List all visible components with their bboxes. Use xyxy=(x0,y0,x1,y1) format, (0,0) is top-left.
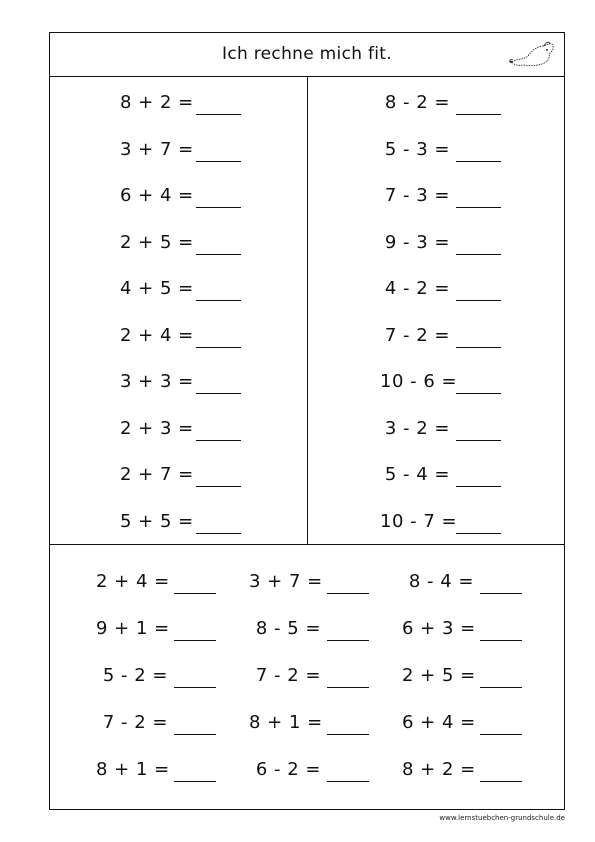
equation-row xyxy=(120,418,241,465)
answer-blank[interactable] xyxy=(456,371,501,394)
equation-text: 5 - 4 = xyxy=(384,464,450,485)
equation-row xyxy=(120,325,241,372)
answer-blank[interactable] xyxy=(196,464,241,487)
answer-blank[interactable] xyxy=(174,618,216,641)
equation-cell xyxy=(402,618,555,665)
equation-cell xyxy=(249,712,402,759)
equation-text: 7 - 2 = xyxy=(384,324,450,346)
equation-text: 2 + 7 = xyxy=(120,464,194,485)
answer-blank[interactable] xyxy=(456,92,501,115)
equation-row xyxy=(380,92,501,139)
equation-text: 5 + 5 = xyxy=(120,510,194,532)
equation-text: 8 + 1 = xyxy=(96,759,170,780)
equation-text: 8 - 4 = xyxy=(408,571,474,592)
answer-blank[interactable] xyxy=(456,185,501,208)
answer-blank[interactable] xyxy=(456,325,501,348)
equation-text: 9 + 1 = xyxy=(96,618,170,639)
answer-blank[interactable] xyxy=(456,418,501,441)
equation-cell xyxy=(249,618,402,665)
equation-row xyxy=(120,139,241,186)
equation-text: 7 - 2 = xyxy=(255,665,321,686)
equation-text: 2 + 5 = xyxy=(402,665,476,686)
equation-cell xyxy=(402,712,555,759)
equation-cell xyxy=(402,571,555,618)
equation-row xyxy=(380,418,501,465)
equation-text: 2 + 3 = xyxy=(120,417,194,439)
equation-text: 6 + 4 = xyxy=(120,185,194,206)
equation-text: 8 + 1 = xyxy=(249,712,323,733)
answer-blank[interactable] xyxy=(196,278,241,301)
equation-text: 6 - 2 = xyxy=(255,759,321,780)
equation-row xyxy=(120,464,241,511)
answer-blank[interactable] xyxy=(480,712,522,735)
answer-blank[interactable] xyxy=(196,232,241,255)
equation-text: 4 + 5 = xyxy=(120,278,194,299)
equation-text: 2 + 4 = xyxy=(96,571,170,592)
subtraction-column xyxy=(380,92,501,557)
page-title: Ich rechne mich fit. xyxy=(222,44,392,64)
equation-text: 6 + 3 = xyxy=(402,618,476,639)
equation-text: 10 - 6 = xyxy=(380,371,458,392)
equation-row xyxy=(120,278,241,325)
answer-blank[interactable] xyxy=(456,511,501,534)
equation-text: 4 - 2 = xyxy=(384,278,450,299)
equation-text: 7 - 2 = xyxy=(102,712,168,733)
equation-row xyxy=(120,232,241,279)
equation-text: 3 + 7 = xyxy=(120,138,194,160)
answer-blank[interactable] xyxy=(196,371,241,394)
answer-blank[interactable] xyxy=(174,759,216,782)
equation-text: 5 - 2 = xyxy=(102,665,168,686)
equation-text: 8 - 5 = xyxy=(255,618,321,639)
equation-text: 2 + 5 = xyxy=(120,231,194,253)
equation-text: 10 - 7 = xyxy=(380,510,458,532)
equation-cell xyxy=(96,618,249,665)
equation-cell xyxy=(249,665,402,712)
equation-text: 8 + 2 = xyxy=(120,92,194,113)
equation-text: 5 - 3 = xyxy=(384,138,450,160)
grid-row xyxy=(96,665,555,712)
column-divider xyxy=(307,77,308,544)
equation-row xyxy=(380,278,501,325)
equation-row xyxy=(380,371,501,418)
equation-text: 3 - 2 = xyxy=(384,417,450,439)
answer-blank[interactable] xyxy=(456,139,501,162)
equation-cell xyxy=(96,759,249,806)
equation-text: 3 + 7 = xyxy=(249,571,323,592)
grid-row xyxy=(96,759,555,806)
mixed-equation-grid xyxy=(96,571,555,806)
grid-row xyxy=(96,618,555,665)
answer-blank[interactable] xyxy=(456,278,501,301)
equation-cell xyxy=(96,571,249,618)
equation-cell xyxy=(96,665,249,712)
equation-text: 7 - 3 = xyxy=(384,185,450,206)
equation-row xyxy=(120,371,241,418)
top-exercise-section xyxy=(50,77,564,545)
answer-blank[interactable] xyxy=(174,665,216,688)
answer-blank[interactable] xyxy=(174,571,216,594)
equation-row xyxy=(380,139,501,186)
answer-blank[interactable] xyxy=(480,571,522,594)
equation-row xyxy=(120,92,241,139)
equation-row xyxy=(380,325,501,372)
equation-cell xyxy=(249,571,402,618)
worksheet-header xyxy=(50,33,564,77)
equation-text: 8 - 2 = xyxy=(384,92,450,113)
answer-blank[interactable] xyxy=(327,712,369,735)
answer-blank[interactable] xyxy=(196,325,241,348)
answer-blank[interactable] xyxy=(327,759,369,782)
answer-blank[interactable] xyxy=(480,618,522,641)
equation-row xyxy=(380,464,501,511)
worksheet xyxy=(49,32,565,810)
answer-blank[interactable] xyxy=(196,92,241,115)
answer-blank[interactable] xyxy=(174,712,216,735)
answer-blank[interactable] xyxy=(196,185,241,208)
footer-url[interactable]: www.lernstuebchen-grundschule.de xyxy=(439,814,565,822)
answer-blank[interactable] xyxy=(456,232,501,255)
dog-mascot-icon xyxy=(506,38,556,72)
grid-row xyxy=(96,712,555,759)
answer-blank[interactable] xyxy=(196,511,241,534)
equation-text: 6 + 4 = xyxy=(402,712,476,733)
equation-row xyxy=(120,185,241,232)
equation-text: 2 + 4 = xyxy=(120,324,194,346)
answer-blank[interactable] xyxy=(480,665,522,688)
grid-row xyxy=(96,571,555,618)
equation-text: 9 - 3 = xyxy=(384,231,450,253)
equation-text: 8 + 2 = xyxy=(402,759,476,780)
equation-row xyxy=(380,232,501,279)
equation-cell xyxy=(249,759,402,806)
equation-cell xyxy=(402,665,555,712)
answer-blank[interactable] xyxy=(327,665,369,688)
bottom-exercise-section xyxy=(50,545,564,809)
answer-blank[interactable] xyxy=(196,139,241,162)
equation-cell xyxy=(96,712,249,759)
answer-blank[interactable] xyxy=(327,571,369,594)
answer-blank[interactable] xyxy=(327,618,369,641)
equation-row xyxy=(380,185,501,232)
equation-cell xyxy=(402,759,555,806)
addition-column xyxy=(120,92,241,557)
equation-text: 3 + 3 = xyxy=(120,371,194,392)
answer-blank[interactable] xyxy=(480,759,522,782)
answer-blank[interactable] xyxy=(196,418,241,441)
answer-blank[interactable] xyxy=(456,464,501,487)
